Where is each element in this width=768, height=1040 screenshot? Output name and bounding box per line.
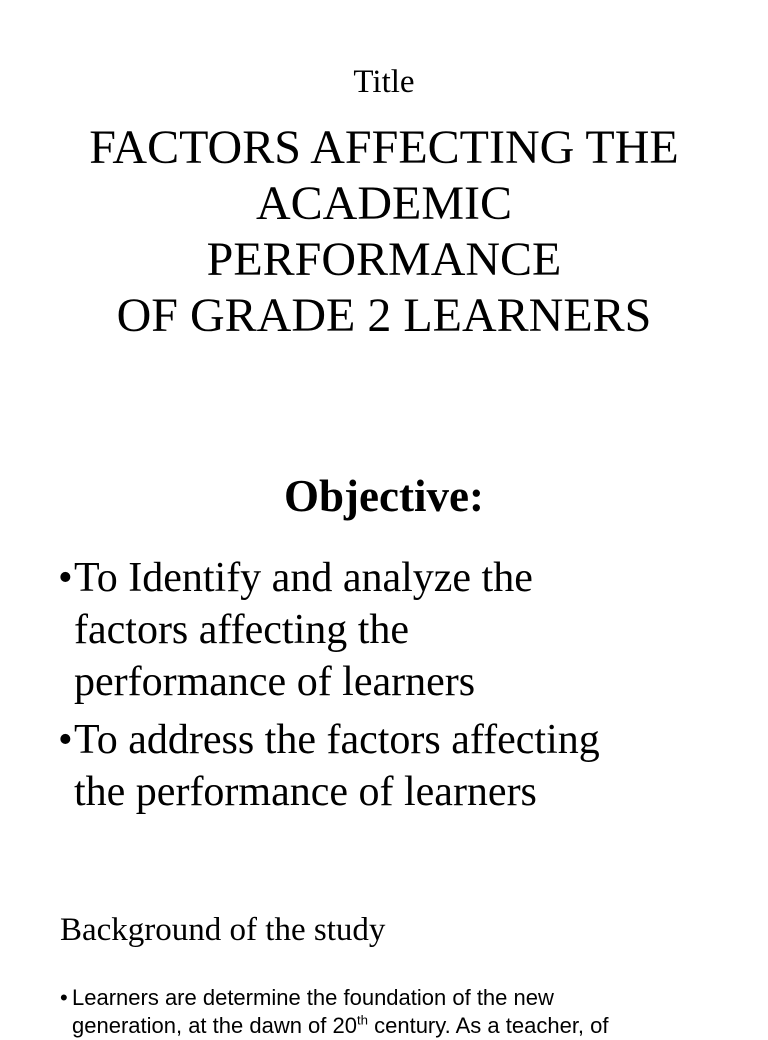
objective-item: [58, 714, 758, 818]
objective-line: To Identify and analyze the: [74, 555, 533, 601]
background-heading: Background of the study: [60, 912, 386, 948]
background-item: [60, 984, 750, 1040]
objective-line: factors affecting the: [74, 607, 410, 653]
superscript: th: [357, 1012, 368, 1028]
background-text: generation, at the dawn of 20: [72, 1013, 357, 1038]
bullet-icon: •: [58, 717, 73, 763]
background-list: [60, 984, 750, 1040]
background-text: century. As a teacher, of: [368, 1013, 609, 1038]
title-line: ACADEMIC: [255, 177, 512, 230]
objective-line: the performance of learners: [74, 769, 537, 815]
objective-list: [58, 552, 758, 824]
objective-line: performance of learners: [74, 659, 476, 705]
background-line: Learners are determine the foundation of the new: [72, 985, 554, 1010]
objective-line: To address the factors affecting: [74, 717, 600, 763]
background-line: [72, 1012, 750, 1040]
slide-label: Title: [353, 64, 415, 100]
objective-item: [58, 552, 758, 708]
bullet-icon: •: [60, 985, 68, 1010]
bullet-icon: •: [58, 555, 73, 601]
main-title: [0, 120, 768, 344]
title-line: FACTORS AFFECTING THE: [89, 121, 679, 174]
objective-heading: Objective:: [284, 471, 484, 521]
title-line: OF GRADE 2 LEARNERS: [116, 289, 652, 342]
title-line: PERFORMANCE: [206, 233, 562, 286]
